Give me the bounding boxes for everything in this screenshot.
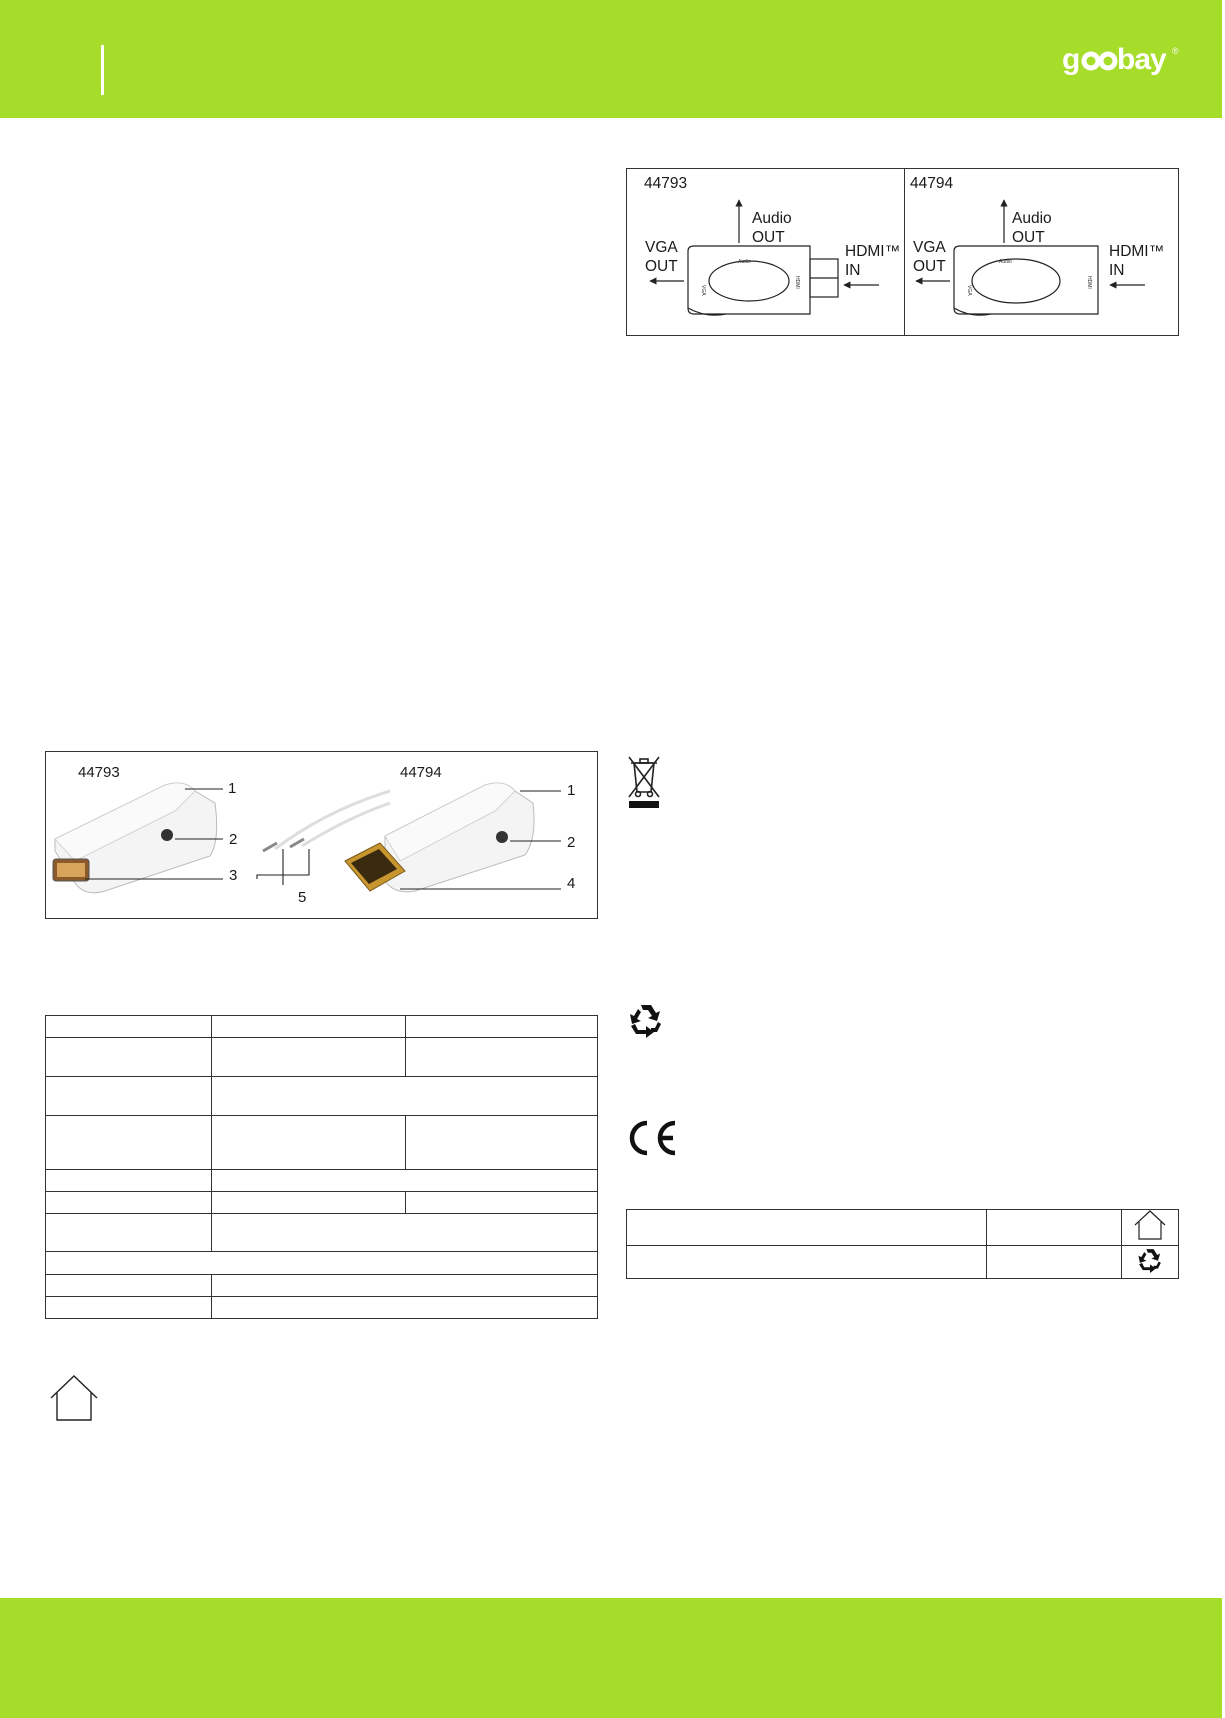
adapter-44793-outline — [688, 246, 838, 315]
goobay-logo — [1062, 40, 1184, 80]
header-band — [0, 0, 1225, 118]
table-row — [46, 1116, 598, 1170]
diagram-audio-label-1a: Audio — [752, 210, 792, 227]
diagram-hdmi-label-1a: HDMI™ — [845, 243, 901, 260]
house-icon-small — [1133, 1210, 1167, 1240]
figure-model-44793: 44793 — [78, 764, 120, 781]
diagram-drawing — [626, 168, 1179, 336]
disposal-table — [626, 1209, 1179, 1279]
diagram-vga-label-2a: VGA — [913, 239, 946, 256]
footer-band — [0, 1598, 1225, 1718]
table-row — [46, 1275, 598, 1297]
table-row — [46, 1016, 598, 1038]
svg-text:HDMI: HDMI — [1086, 276, 1092, 289]
diagram-audio-label-2a: Audio — [1012, 210, 1052, 227]
spec-table — [45, 1015, 598, 1319]
adapter-44794-photo — [345, 783, 534, 892]
callout-5: 5 — [298, 889, 307, 906]
svg-text:®: ® — [1172, 46, 1179, 56]
diagram-audio-label-2b: OUT — [1012, 229, 1045, 246]
diagram-audio-label-1b: OUT — [752, 229, 785, 246]
diagram-hdmi-label-2a: HDMI™ — [1109, 243, 1165, 260]
table-row — [46, 1192, 598, 1214]
header-divider — [101, 45, 104, 95]
svg-text:HDMI: HDMI — [794, 276, 800, 289]
diagram-vga-label-2b: OUT — [913, 258, 946, 275]
callout-1-left: 1 — [228, 780, 237, 797]
svg-text:Audio: Audio — [999, 259, 1012, 265]
callout-2-left: 2 — [229, 831, 238, 848]
callout-1-right: 1 — [567, 782, 576, 799]
table-row — [46, 1297, 598, 1319]
svg-text:Audio: Audio — [738, 259, 751, 265]
adapter-44794-outline — [954, 246, 1098, 315]
diagram-model-44793: 44793 — [644, 175, 688, 192]
table-row — [627, 1210, 1179, 1246]
svg-text:bay: bay — [1117, 43, 1166, 76]
table-row — [627, 1246, 1179, 1279]
recycle-icon — [627, 1002, 665, 1038]
table-row — [46, 1252, 598, 1275]
weee-bin-icon — [626, 754, 662, 808]
table-row — [46, 1077, 598, 1116]
table-row — [46, 1038, 598, 1077]
figure-model-44794: 44794 — [400, 764, 442, 781]
diagram-hdmi-label-2b: IN — [1109, 262, 1125, 279]
audio-cable-photo — [263, 791, 390, 851]
diagram-model-44794: 44794 — [910, 175, 954, 192]
callout-2-right: 2 — [567, 834, 576, 851]
ce-mark-icon — [627, 1119, 679, 1157]
svg-text:VGA: VGA — [966, 285, 972, 296]
table-row — [46, 1170, 598, 1192]
diagram-vga-label-1a: VGA — [645, 239, 678, 256]
svg-text:VGA: VGA — [700, 285, 706, 296]
adapter-44793-photo — [53, 783, 217, 893]
callout-4: 4 — [567, 875, 576, 892]
svg-text:g: g — [1062, 43, 1080, 76]
callout-3: 3 — [229, 867, 238, 884]
product-photos — [45, 751, 598, 919]
diagram-hdmi-label-1b: IN — [845, 262, 861, 279]
recycle-icon-small — [1136, 1247, 1164, 1273]
house-icon — [48, 1374, 100, 1422]
table-row — [46, 1214, 598, 1252]
diagram-vga-label-1b: OUT — [645, 258, 678, 275]
